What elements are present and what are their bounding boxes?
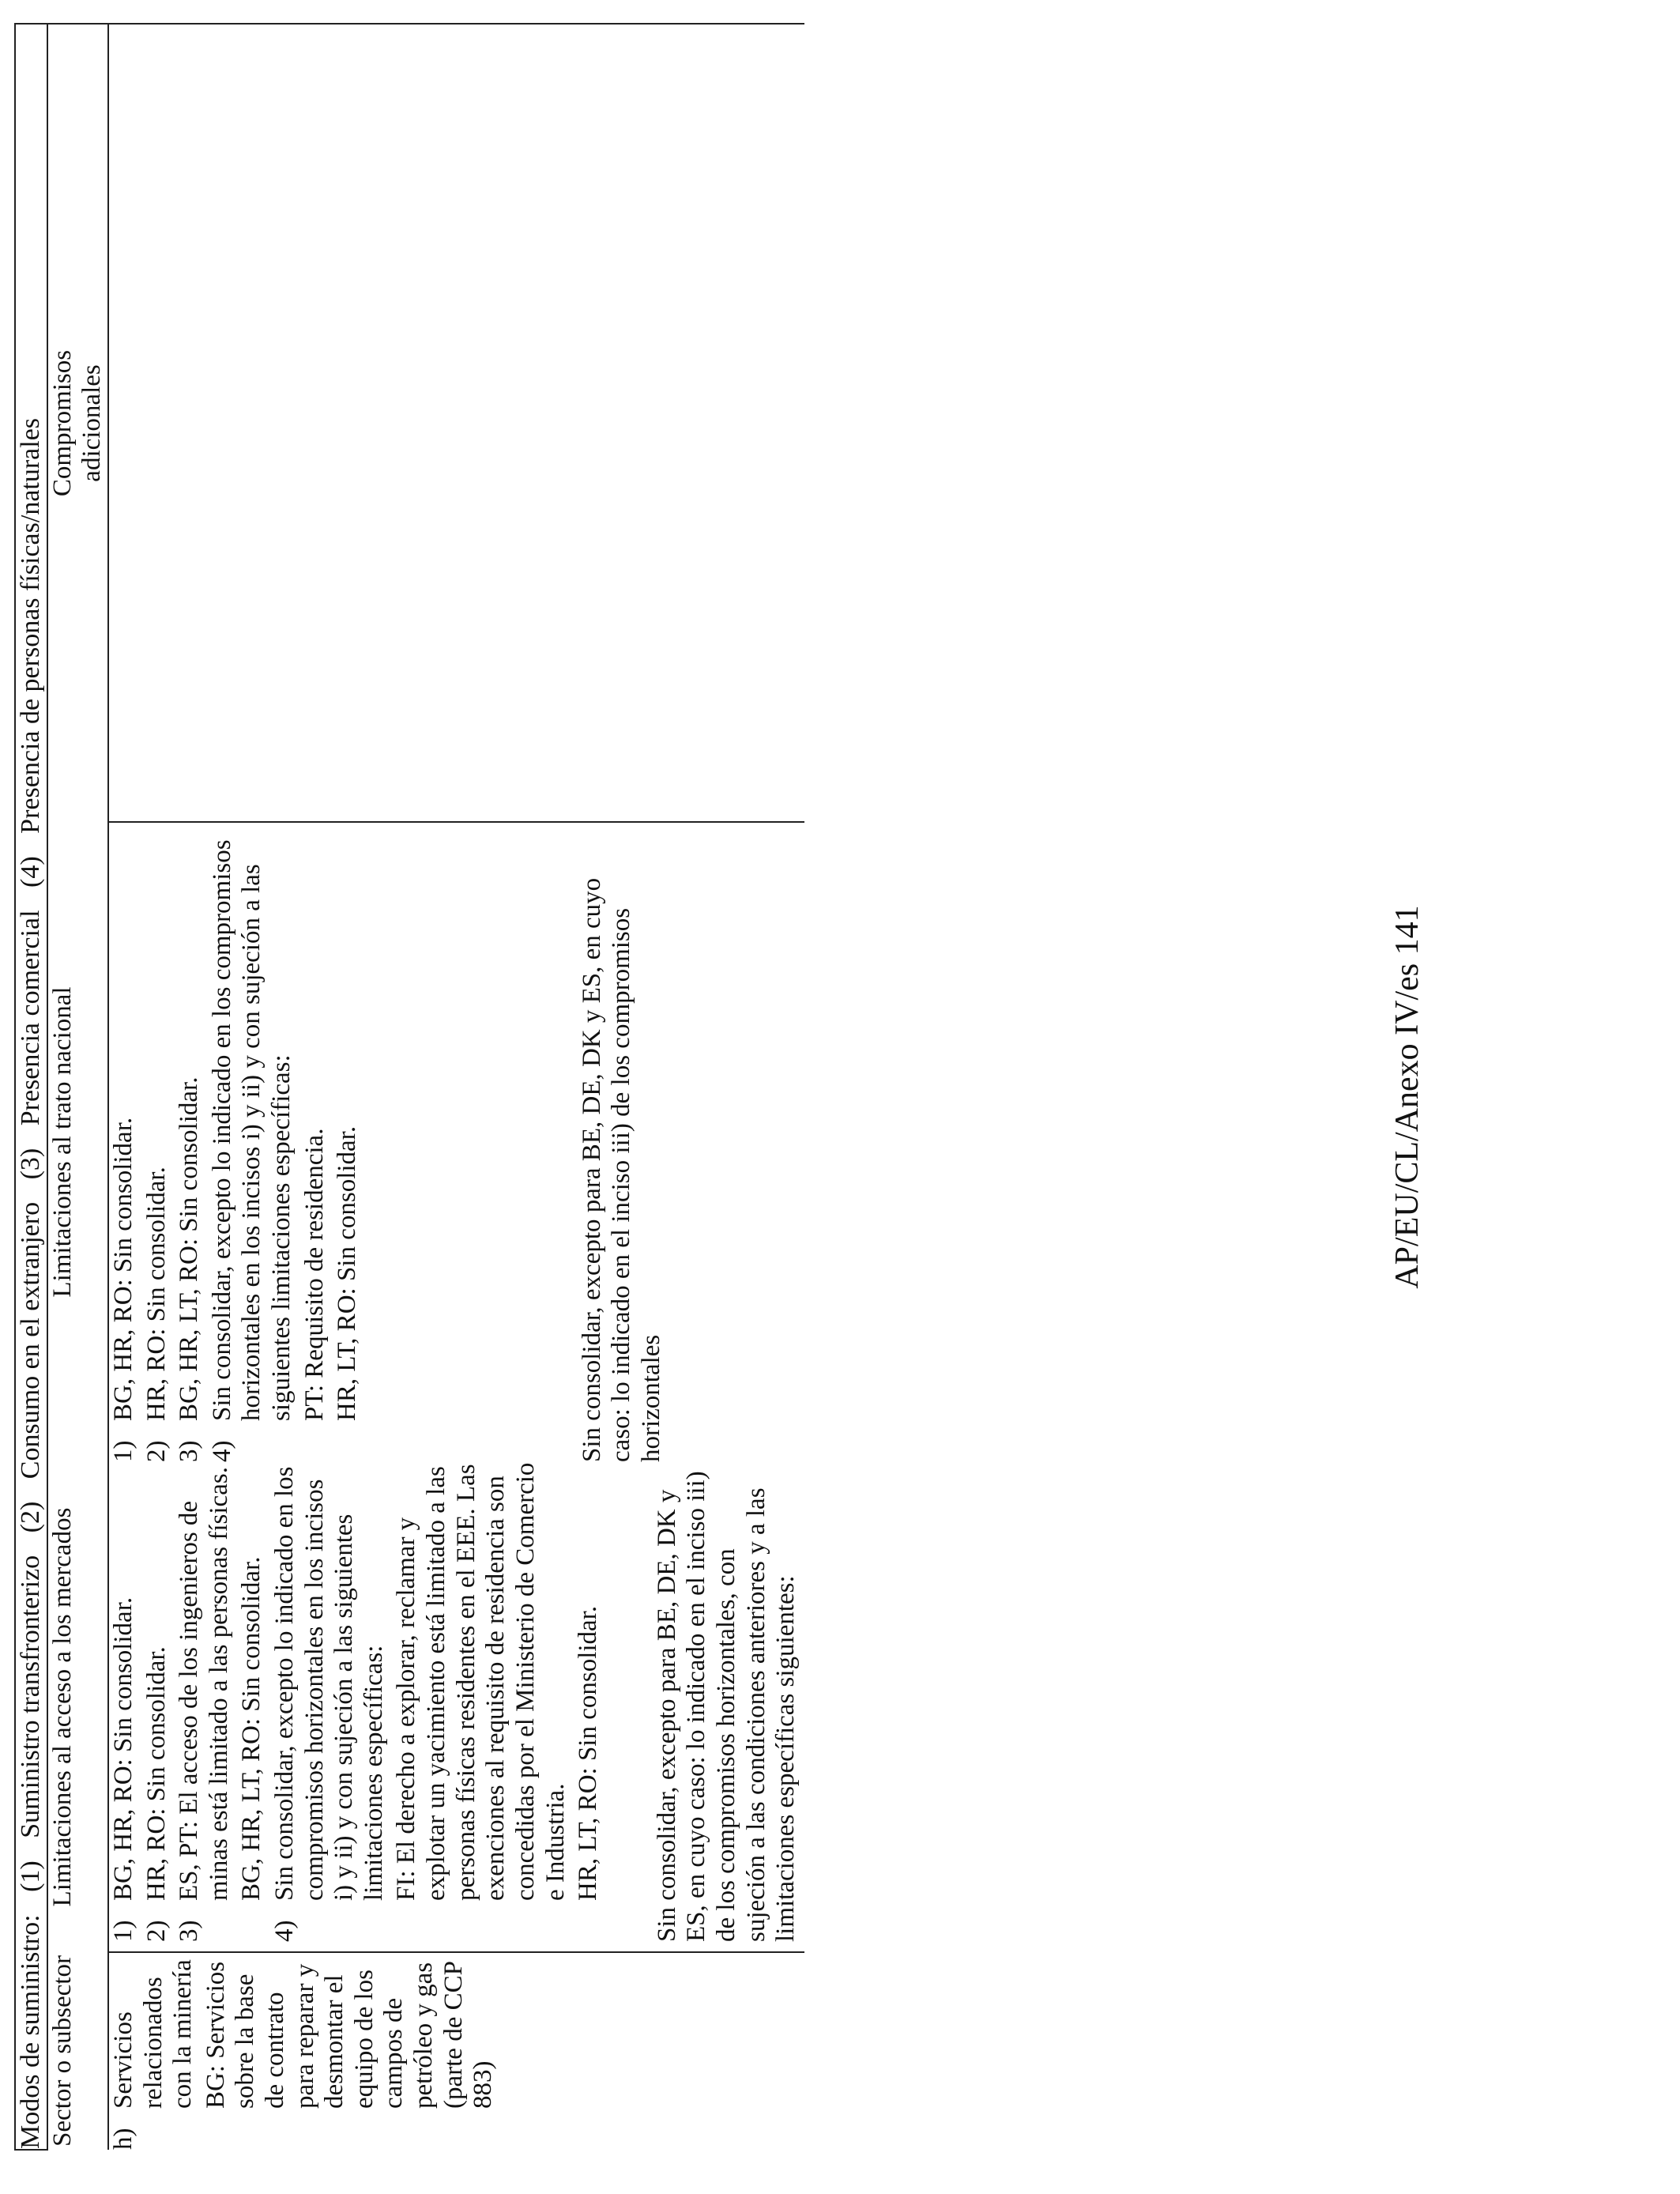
market-item-3 <box>175 1462 234 1942</box>
header-sector: Sector o subsector <box>47 1952 108 2150</box>
market-iii-text: Sin consolidar, excepto para BE, DE, DK y ES, en cuyo caso: lo indicado en el inciso iii) de los compromisos horizontales, con sujeción a las condiciones anteriores y a las limitaciones específicas siguientes: <box>652 1471 800 1942</box>
national-item-4 <box>208 823 297 1462</box>
page-footer: AP/EU/CL/Anexo IV/es 141 <box>1389 905 1426 1289</box>
national-item-2-num: 2) <box>141 1440 171 1462</box>
market-item-2-num: 2) <box>141 1920 171 1942</box>
modes-label: Modos de suministro: <box>16 1914 45 2149</box>
mode-3-num: (3) <box>16 1148 45 1180</box>
additional-commitments-cell <box>108 24 804 822</box>
sector-cell <box>108 1952 804 2150</box>
national-item-1-num: 1) <box>108 1440 137 1462</box>
national-item-4-text: Sin consolidar, excepto lo indicado en los compromisos horizontales en los incisos i) y ii) y con sujeción a las siguientes limitaciones específicas: <box>207 839 296 1421</box>
market-item-4-text: Sin consolidar, excepto lo indicado en los compromisos horizontales en los incisos i) y ii) y con sujeción a las siguientes limitaciones específicas: <box>270 1466 388 1901</box>
market-item-3-num: 3) <box>175 1920 204 1942</box>
market-item-3-sub: BG, HR, LT, RO: Sin consolidar. <box>237 1556 266 1901</box>
header-market-access: Limitaciones al acceso a los mercados <box>47 1462 108 1952</box>
sector-item <box>109 1953 198 2150</box>
market-item-4-hr: HR, LT, RO: Sin consolidar. <box>574 1605 603 1901</box>
modes-row <box>15 24 47 2150</box>
national-item-3 <box>175 823 205 1462</box>
market-item-4-fi: FI: El derecho a explorar, reclamar y explotar un yacimiento está limitado a las personas físicas residentes en el EEE. Las exenciones al requisito de residencia son concedidas por el Ministerio de Comercio e Industria. <box>392 1462 570 1901</box>
mode-1-num: (1) <box>16 1860 45 1892</box>
market-item-3-text: ES, PT: El acceso de los ingenieros de minas está limitado a las personas físicas. <box>175 1467 233 1901</box>
national-item-4-hr: HR, LT, RO: Sin consolidar. <box>333 1125 362 1421</box>
mode-2-name: Consumo en el extranjero <box>16 1201 45 1480</box>
header-additional <box>47 24 108 822</box>
national-item-3-text: BG, HR, LT, RO: Sin consolidar. <box>175 1076 204 1421</box>
market-item-4 <box>270 1462 389 1942</box>
market-item-2 <box>142 1462 172 1942</box>
header-additional-text: Compromisos adicionales <box>47 349 107 497</box>
market-access-cell <box>108 1462 804 1952</box>
national-treatment-cell <box>108 822 804 1462</box>
mode-4-num: (4) <box>16 856 45 888</box>
national-item-2 <box>142 823 172 1462</box>
market-item-2-text: HR, RO: Sin consolidar. <box>141 1646 171 1901</box>
market-item-1-text: BG, HR, RO: Sin consolidar. <box>108 1596 137 1901</box>
national-item-1-text: BG, HR, RO: Sin consolidar. <box>108 1117 137 1421</box>
national-item-4-pt: PT: Requisito de residencia. <box>299 1128 329 1421</box>
header-national-treatment: Limitaciones al trato nacional <box>47 822 108 1462</box>
sector-marker: h) <box>108 2128 137 2150</box>
sector-note: BG: Servicios sobre la base de contrato para reparar y desmontar el equipo de los campos de petróleo y gas (parte de CCP 883) <box>201 1961 498 2109</box>
market-item-1 <box>109 1462 139 1942</box>
modes-cell <box>15 24 47 2150</box>
mode-2-num: (2) <box>16 1501 45 1533</box>
commitments-table <box>14 23 804 2151</box>
market-item-4-num: 4) <box>270 1920 299 1942</box>
header-row <box>47 24 108 2150</box>
table-row <box>108 24 804 2150</box>
national-item-2-text: HR, RO: Sin consolidar. <box>141 1167 171 1421</box>
market-item-1-num: 1) <box>108 1920 137 1942</box>
national-item-3-num: 3) <box>175 1440 204 1462</box>
national-iii-text: Sin consolidar, excepto para BE, DE, DK y ES, en cuyo caso: lo indicado en el inciso iii) de los compromisos horizontales <box>577 877 666 1462</box>
mode-3-name: Presencia comercial <box>16 910 45 1126</box>
national-item-1 <box>109 823 139 1462</box>
mode-1-name: Suministro transfronterizo <box>16 1555 45 1838</box>
sector-title: Servicios relacionados con la minería <box>108 1959 198 2109</box>
mode-4-name: Presencia de personas físicas/naturales <box>16 417 45 834</box>
national-item-4-num: 4) <box>207 1440 236 1462</box>
